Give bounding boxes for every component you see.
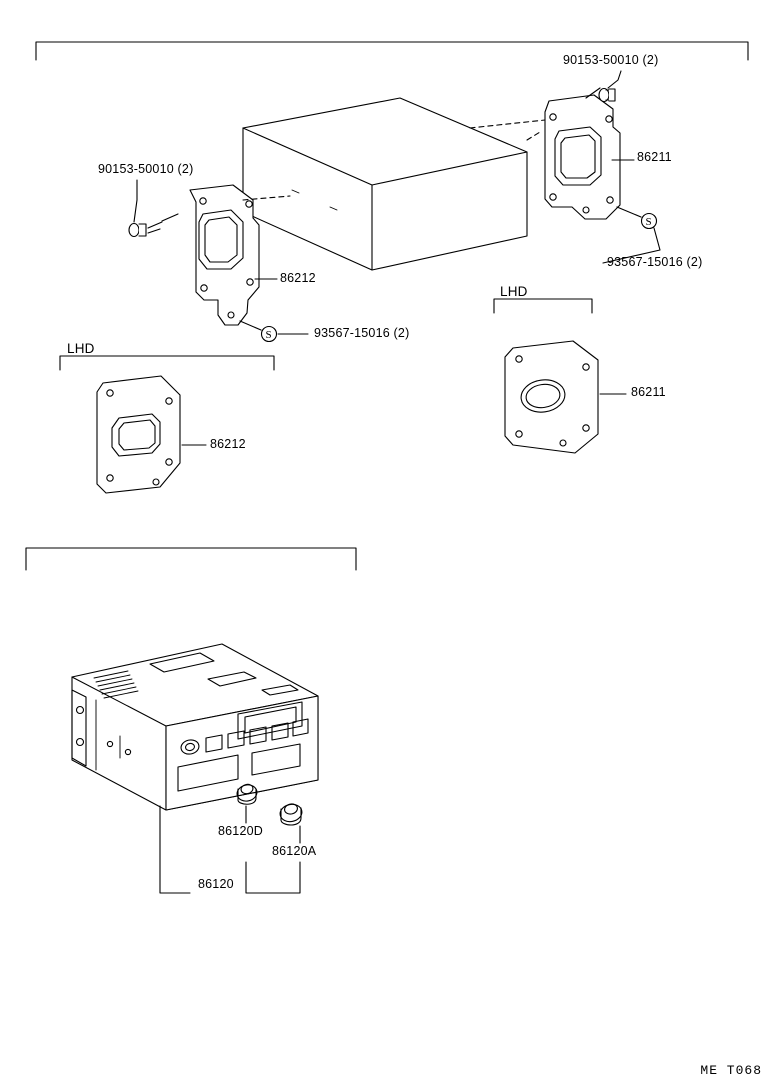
label-knob-86120A: 86120A [272,844,317,858]
sheet-code: ME T068 [700,1063,762,1078]
label-bolt-left: 90153-50010 (2) [98,162,194,176]
label-lhd-86211: 86211 [631,385,666,399]
label-radio-86120: 86120 [198,877,234,891]
s-marker-right-text: S [645,215,652,228]
label-knob-86120D: 86120D [218,824,263,838]
leader-86120 [160,806,190,893]
leader-bolt-right [608,71,621,88]
label-lhd-86212: 86212 [210,437,246,451]
leader-bolt-left [134,180,137,222]
amplifier-box [243,98,527,270]
bolt-90153-50010-left [129,214,178,237]
lhd-right-frame [494,299,592,313]
label-lhd-left: LHD [67,341,95,356]
label-screw-left: 93567-15016 (2) [314,326,410,340]
leader-knob-group [246,862,300,893]
screw-marker-left [240,321,308,342]
lhd-bracket-86212 [60,356,274,493]
lhd-bracket-86211 [494,299,626,453]
label-bolt-right: 90153-50010 (2) [563,53,659,67]
lower-group-frame [26,548,356,570]
label-bracket-86212: 86212 [280,271,316,285]
lhd-left-frame [60,356,274,370]
label-lhd-right: LHD [500,284,528,299]
label-bracket-86211: 86211 [637,150,672,164]
s-marker-left-text: S [265,328,272,341]
label-screw-right: 93567-15016 (2) [607,255,703,269]
